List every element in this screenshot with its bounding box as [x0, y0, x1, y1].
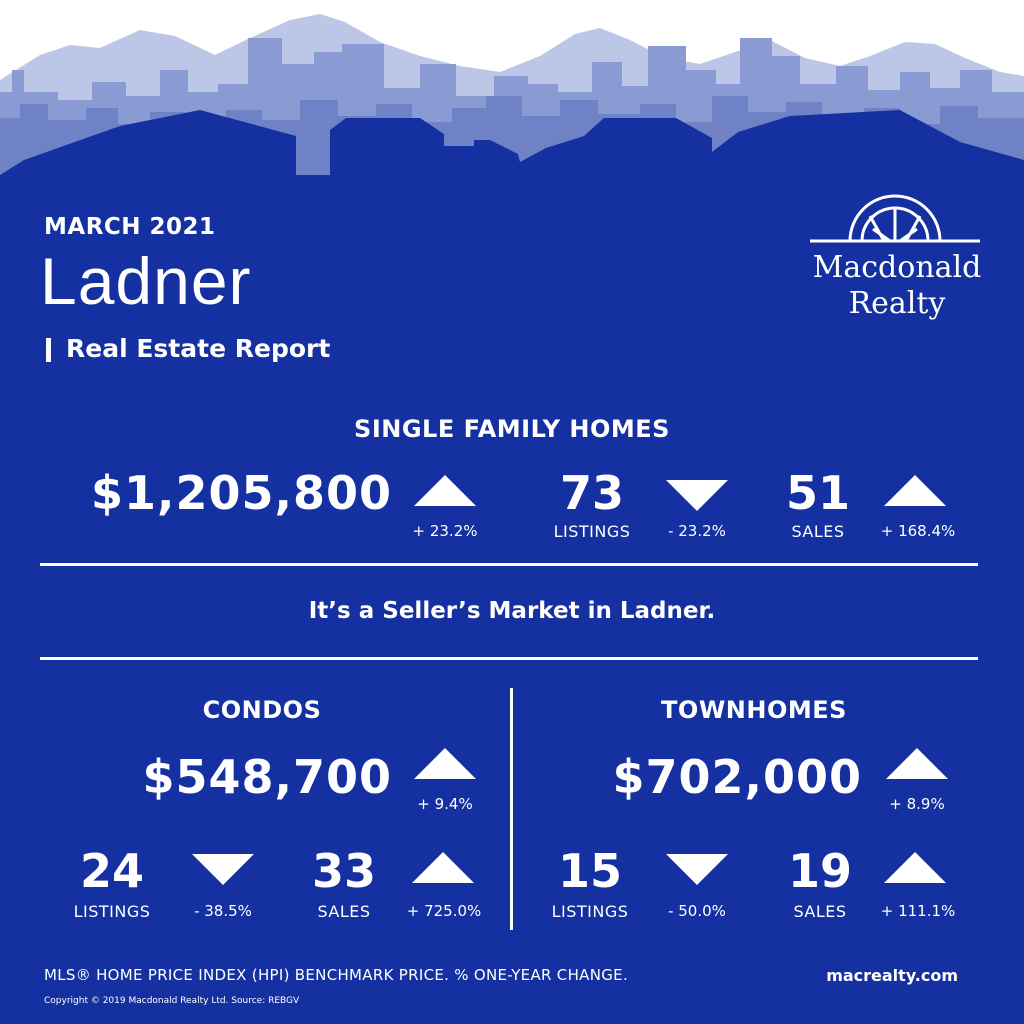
single-family-listings-count: 73 — [559, 466, 624, 520]
townhomes-sales-label: SALES — [793, 902, 847, 921]
townhomes-title: TOWNHOMES — [661, 696, 847, 724]
single-family-sales-count: 51 — [785, 466, 850, 520]
condos-sales-up-arrow-icon — [412, 852, 474, 883]
market-message: It’s a Seller’s Market in Ladner. — [308, 598, 716, 624]
city-title: Ladner — [40, 244, 252, 318]
divider-top — [40, 563, 978, 566]
condos-price: $548,700 — [142, 750, 392, 804]
skyline-illustration — [0, 0, 1024, 200]
divider-vertical — [510, 688, 513, 930]
single-family-price: $1,205,800 — [90, 466, 392, 520]
townhomes-sales-count: 19 — [787, 844, 852, 898]
townhomes-listings-label: LISTINGS — [551, 902, 629, 921]
logo-wordmark: Macdonald Realty — [812, 250, 982, 321]
condos-sales-label: SALES — [317, 902, 371, 921]
townhomes-listings-change: - 50.0% — [668, 902, 726, 920]
townhomes-listings-count: 15 — [557, 844, 622, 898]
divider-middle — [40, 657, 978, 660]
condos-price-up-arrow-icon — [414, 748, 476, 779]
townhomes-sales-change: + 111.1% — [880, 902, 956, 920]
condos-listings-change: - 38.5% — [194, 902, 252, 920]
report-month: MARCH 2021 — [44, 214, 216, 240]
townhomes-listings-down-arrow-icon — [666, 854, 728, 885]
single-family-price-up-arrow-icon — [414, 475, 476, 506]
report-subtitle: Real Estate Report — [66, 334, 331, 363]
single-family-sales-up-arrow-icon — [884, 475, 946, 506]
subtitle-bar — [46, 338, 51, 362]
condos-listings-down-arrow-icon — [192, 854, 254, 885]
condos-price-change: + 9.4% — [417, 795, 473, 813]
condos-title: CONDOS — [202, 696, 322, 724]
single-family-listings-down-arrow-icon — [666, 480, 728, 511]
hpi-footnote: MLS® HOME PRICE INDEX (HPI) BENCHMARK PRICE. % ONE-YEAR CHANGE. — [44, 966, 629, 984]
single-family-listings-change: - 23.2% — [668, 522, 726, 540]
single-family-sales-label: SALES — [791, 522, 845, 541]
condos-sales-count: 33 — [311, 844, 376, 898]
condos-listings-label: LISTINGS — [73, 902, 151, 921]
single-family-price-change: + 23.2% — [412, 522, 478, 540]
copyright-notice: Copyright © 2019 Macdonald Realty Ltd. Source: REBGV — [44, 996, 300, 1006]
single-family-title: SINGLE FAMILY HOMES — [354, 415, 670, 443]
townhomes-price-up-arrow-icon — [886, 748, 948, 779]
website-link[interactable]: macrealty.com — [826, 966, 958, 985]
townhomes-price: $702,000 — [612, 750, 862, 804]
single-family-sales-change: + 168.4% — [880, 522, 956, 540]
single-family-listings-label: LISTINGS — [553, 522, 631, 541]
condos-sales-change: + 725.0% — [406, 902, 482, 920]
condos-listings-count: 24 — [79, 844, 144, 898]
townhomes-sales-up-arrow-icon — [884, 852, 946, 883]
townhomes-price-change: + 8.9% — [889, 795, 945, 813]
